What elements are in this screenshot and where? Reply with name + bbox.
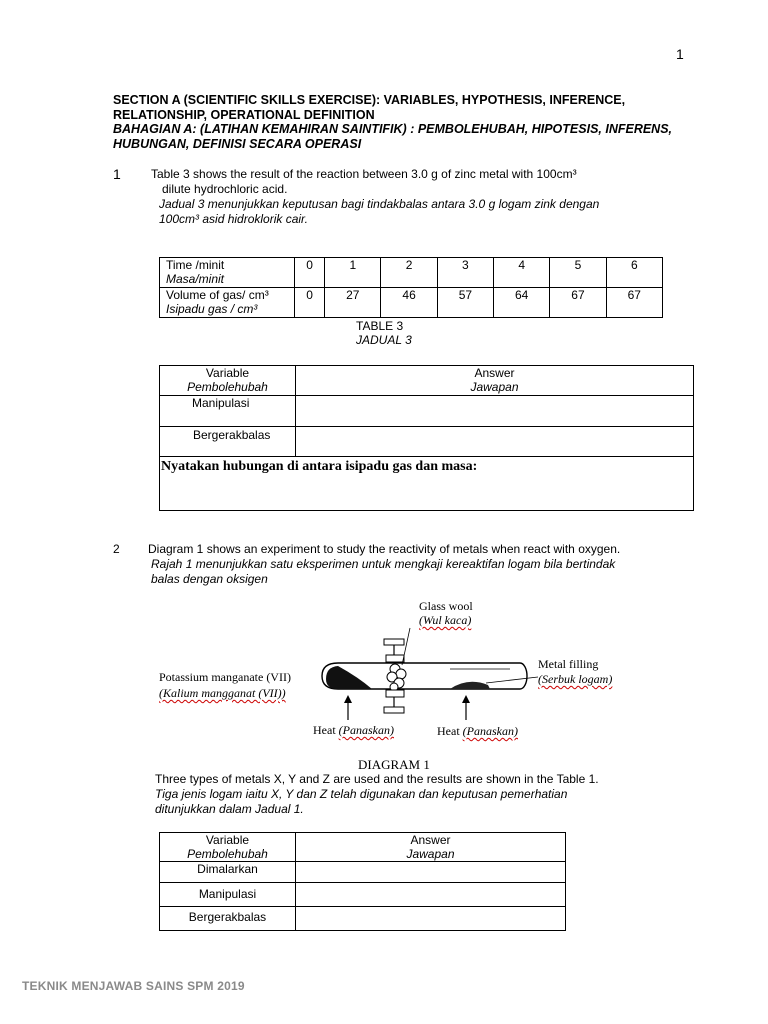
glass-wool-label: Glass wool [419, 599, 473, 613]
potassium-manganate-label: Potassium manganate (VII) [159, 670, 291, 684]
variable-header-en: Variable [205, 833, 250, 847]
table-cell [160, 288, 295, 318]
q2-ms-line1: Rajah 1 menunjukkan satu eksperimen untuk mengkaji kereaktifan logam bila bertindak [151, 557, 616, 571]
table-row [160, 457, 694, 511]
table-row [160, 907, 566, 931]
question-1-number: 1 [113, 166, 121, 182]
table-row [160, 366, 694, 396]
table-cell: 2 [381, 258, 437, 288]
q1-text-line1: Table 3 shows the result of the reaction between 3.0 g of zinc metal with 100cm³ [151, 167, 577, 181]
table-cell: 6 [606, 258, 662, 288]
table-row [160, 258, 663, 288]
variable-header-en: Variable [205, 366, 250, 380]
heat-arrowhead-left [344, 695, 352, 703]
variable-header-ms: Pembolehubah [187, 847, 268, 861]
table-cell: 67 [550, 288, 606, 318]
table-row [160, 833, 566, 862]
metal-filling-label-ms: (Serbuk logam) [538, 672, 613, 686]
q2-ms-line2: balas dengan oksigen [151, 572, 268, 586]
table-cell [160, 833, 296, 862]
table-cell: 4 [494, 258, 550, 288]
table-cell: 64 [494, 288, 550, 318]
table-cell: 5 [550, 258, 606, 288]
table-3 [159, 257, 663, 318]
q1-ms-line1: Jadual 3 menunjukkan keputusan bagi tindakbalas antara 3.0 g logam zink dengan [159, 197, 600, 211]
answer-field-bergerakbalas[interactable] [296, 427, 694, 457]
apparatus-diagram [300, 625, 540, 725]
clamp-jaw-bottom [386, 690, 404, 697]
table-row [160, 288, 663, 318]
table-cell: Bergerakbalas [160, 907, 296, 931]
section-heading-ms: BAHAGIAN A: (LATIHAN KEMAHIRAN SAINTIFIK) : PEMBOLEHUBAH, HIPOTESIS, INFERENS, HUBUNGAN, DEFINISI SECARA OPERASI [113, 122, 673, 151]
table-cell [296, 366, 694, 396]
clamp-bottom [384, 707, 404, 713]
relation-prompt-cell[interactable]: Nyatakan hubungan di antara isipadu gas dan masa: [160, 457, 694, 511]
q2-para-ms1: Tiga jenis logam iaitu X, Y dan Z telah digunakan dan keputusan pemerhatian [155, 787, 568, 801]
heat-left-label: Heat (Panaskan) [313, 723, 394, 737]
table-row [160, 427, 694, 457]
metal-filling-pointer [486, 677, 538, 683]
heat-arrowhead-right [462, 695, 470, 703]
variable-header-ms: Pembolehubah [187, 380, 268, 394]
answer-field-dimalarkan[interactable] [296, 862, 566, 883]
metal-filling-label: Metal filling [538, 657, 599, 671]
table-cell [160, 258, 295, 288]
potassium-manganate-solid [326, 666, 372, 689]
time-label-en: Time /minit [166, 258, 225, 272]
table-cell: Manipulasi [160, 883, 296, 907]
heat-right-label: Heat (Panaskan) [437, 724, 518, 738]
answer-header-en: Answer [474, 366, 515, 380]
volume-label-ms: Isipadu gas / cm³ [166, 302, 258, 316]
table-cell: Bergerakbalas [160, 427, 296, 457]
metal-filling-powder [450, 682, 490, 689]
q2-answer-table [159, 832, 566, 931]
potassium-manganate-label-ms: (Kalium mangganat (VII)) [159, 686, 286, 700]
answer-header-ms: Jawapan [470, 380, 519, 394]
section-heading-en: SECTION A (SCIENTIFIC SKILLS EXERCISE): VARIABLES, HYPOTHESIS, INFERENCE, RELATIONSHIP, OPERATIONAL DEFINITION [113, 93, 626, 122]
q1-answer-table [159, 365, 694, 511]
table-cell [296, 833, 566, 862]
table-cell: 67 [606, 288, 662, 318]
q2-para-ms2: ditunjukkan dalam Jadual 1. [155, 802, 304, 816]
q2-text-line1: Diagram 1 shows an experiment to study the reactivity of metals when react with oxygen. [148, 542, 621, 556]
q1-ms-line2: 100cm³ asid hidroklorik cair. [159, 212, 308, 226]
table-row [160, 883, 566, 907]
table-cell: 27 [325, 288, 381, 318]
table-cell: Manipulasi [160, 396, 296, 427]
table-cell: 0 [295, 258, 325, 288]
clamp-jaw-top [386, 655, 404, 662]
table-cell: 0 [295, 288, 325, 318]
table-cell: 57 [437, 288, 493, 318]
table-cell: 1 [325, 258, 381, 288]
table-row [160, 862, 566, 883]
table-3-caption-ms: JADUAL 3 [356, 333, 412, 347]
table-cell [160, 366, 296, 396]
question-2-number: 2 [113, 542, 120, 556]
glass-wool-label-ms: (Wul kaca) [419, 613, 472, 627]
page-number: 1 [676, 46, 684, 62]
glass-wool-plug [387, 664, 406, 691]
time-label-ms: Masa/minit [166, 272, 225, 286]
diagram-caption: DIAGRAM 1 [358, 757, 430, 772]
table-cell: 3 [437, 258, 493, 288]
table-cell: 46 [381, 288, 437, 318]
q1-text-line2: dilute hydrochloric acid. [162, 182, 288, 196]
table-3-caption-en: TABLE 3 [356, 319, 404, 333]
answer-field-manipulasi[interactable] [296, 396, 694, 427]
footer: TEKNIK MENJAWAB SAINS SPM 2019 [22, 979, 245, 993]
answer-header-en: Answer [410, 833, 451, 847]
table-row [160, 396, 694, 427]
table-cell: Dimalarkan [160, 862, 296, 883]
answer-header-ms: Jawapan [406, 847, 455, 861]
q2-para-en: Three types of metals X, Y and Z are used and the results are shown in the Table 1. [155, 772, 599, 786]
answer-field-bergerakbalas[interactable] [296, 907, 566, 931]
volume-label-en: Volume of gas/ cm³ [166, 288, 269, 302]
clamp-top [384, 639, 404, 645]
glass-wool-pointer [402, 628, 410, 665]
answer-field-manipulasi[interactable] [296, 883, 566, 907]
